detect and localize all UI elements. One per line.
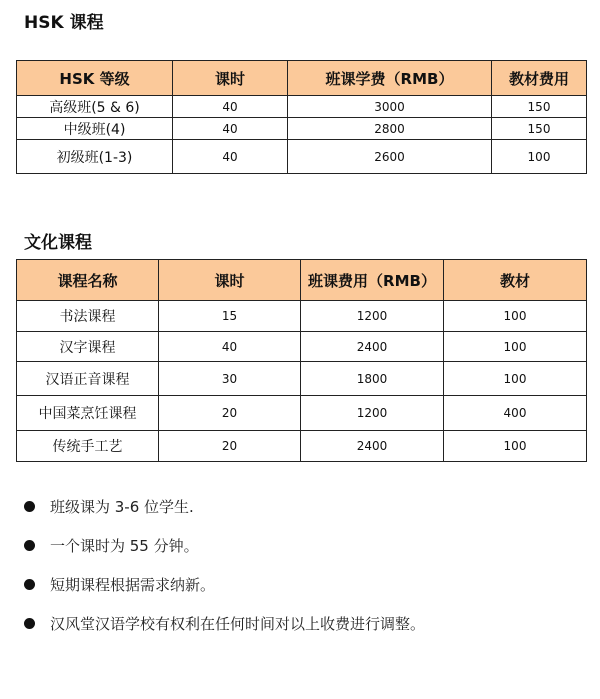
bullet-icon: [24, 618, 35, 629]
cell-fee: 1200: [301, 301, 444, 332]
cell-hours: 30: [159, 362, 301, 396]
cell-materials: 100: [444, 431, 587, 462]
header-hours: 课时: [173, 61, 288, 96]
cell-tuition: 2600: [288, 140, 492, 174]
list-item: [22, 604, 425, 643]
list-item: [22, 565, 425, 604]
header-materials: 教材: [444, 260, 587, 301]
cell-course-name: 汉语正音课程: [17, 362, 159, 396]
header-course-name: 课程名称: [17, 260, 159, 301]
bullet-icon: [24, 579, 35, 590]
note-text: 班级课为 3-6 位学生.: [50, 497, 194, 516]
cell-materials: 400: [444, 396, 587, 431]
cell-course-name: 书法课程: [17, 301, 159, 332]
culture-section-title: 文化课程: [24, 233, 92, 253]
cell-materials: 100: [444, 301, 587, 332]
cell-tuition: 3000: [288, 96, 492, 118]
table-row: [17, 118, 587, 140]
cell-level: 高级班(5 & 6): [17, 96, 173, 118]
note-text: 一个课时为 55 分钟。: [50, 536, 199, 555]
table-row: [17, 140, 587, 174]
table-row: [17, 96, 587, 118]
cell-course-name: 汉字课程: [17, 332, 159, 362]
list-item: [22, 487, 425, 526]
hsk-fee-table: [16, 60, 587, 174]
header-level: HSK 等级: [17, 61, 173, 96]
bullet-icon: [24, 501, 35, 512]
notes-list: [22, 487, 425, 643]
cell-tuition: 2800: [288, 118, 492, 140]
cell-level: 中级班(4): [17, 118, 173, 140]
header-materials: 教材费用: [492, 61, 587, 96]
cell-materials: 100: [492, 140, 587, 174]
cell-materials: 100: [444, 362, 587, 396]
hsk-section-title: HSK 课程: [24, 13, 104, 33]
cell-level: 初级班(1-3): [17, 140, 173, 174]
table-row: [17, 362, 587, 396]
header-tuition: 班课学费（RMB）: [288, 61, 492, 96]
cell-hours: 40: [159, 332, 301, 362]
cell-fee: 1800: [301, 362, 444, 396]
cell-hours: 40: [173, 118, 288, 140]
note-text: 短期课程根据需求纳新。: [50, 575, 216, 594]
cell-hours: 40: [173, 140, 288, 174]
cell-course-name: 传统手工艺: [17, 431, 159, 462]
cell-materials: 150: [492, 118, 587, 140]
note-text: 汉风堂汉语学校有权利在任何时间对以上收费进行调整。: [50, 614, 426, 633]
table-row: [17, 396, 587, 431]
table-row: [17, 332, 587, 362]
table-row: [17, 301, 587, 332]
cell-materials: 100: [444, 332, 587, 362]
cell-hours: 20: [159, 431, 301, 462]
culture-fee-table: [16, 259, 587, 462]
cell-course-name: 中国菜烹饪课程: [17, 396, 159, 431]
bullet-icon: [24, 540, 35, 551]
header-fee: 班课费用（RMB）: [301, 260, 444, 301]
list-item: [22, 526, 425, 565]
cell-hours: 20: [159, 396, 301, 431]
cell-fee: 2400: [301, 332, 444, 362]
header-hours: 课时: [159, 260, 301, 301]
table-row: [17, 431, 587, 462]
cell-hours: 40: [173, 96, 288, 118]
cell-fee: 2400: [301, 431, 444, 462]
cell-fee: 1200: [301, 396, 444, 431]
cell-materials: 150: [492, 96, 587, 118]
table-header-row: [17, 61, 587, 96]
table-header-row: [17, 260, 587, 301]
cell-hours: 15: [159, 301, 301, 332]
